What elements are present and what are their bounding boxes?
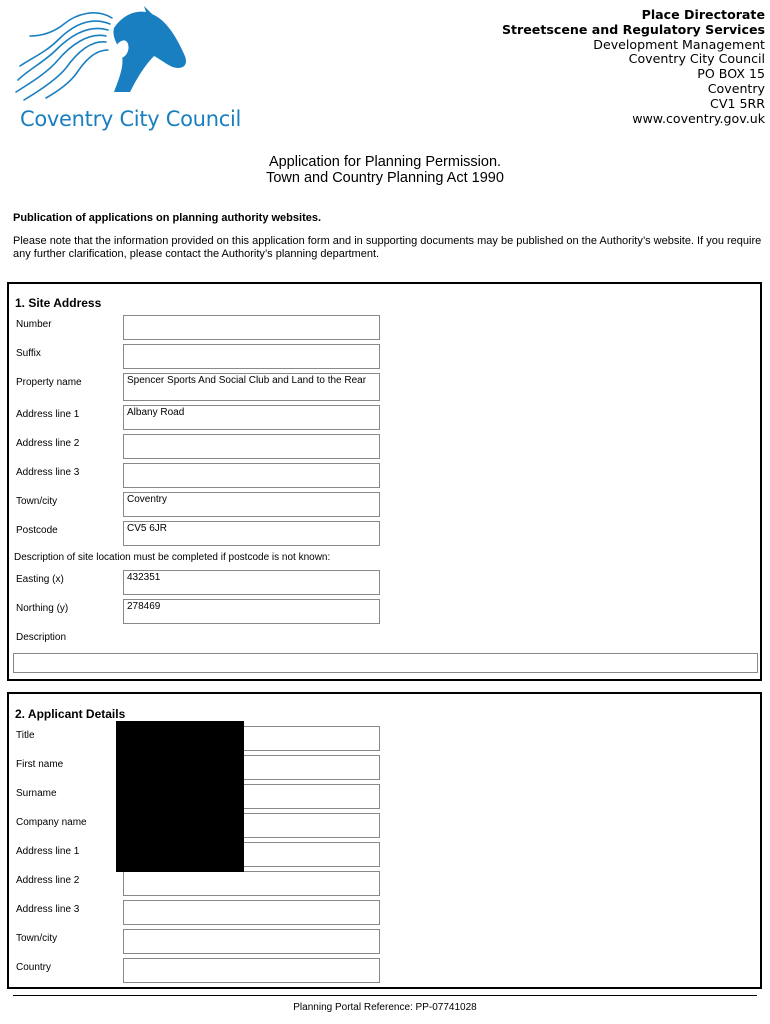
country-field[interactable] xyxy=(123,958,380,983)
field-label: Town/city xyxy=(16,933,58,944)
postcode-field[interactable]: CV5 6JR xyxy=(123,521,380,546)
easting-field[interactable]: 432351 xyxy=(123,570,380,595)
footer-divider xyxy=(13,995,757,996)
address-line: Place Directorate xyxy=(641,7,765,22)
field-label: Country xyxy=(16,962,52,973)
address-line: CV1 5RR xyxy=(710,95,765,111)
address-line-2-field[interactable] xyxy=(123,434,380,459)
address-line-3-field[interactable] xyxy=(123,463,380,488)
address-line: Development Management xyxy=(593,36,765,52)
address-line: PO BOX 15 xyxy=(697,66,765,82)
horse-head-logo-icon xyxy=(10,6,210,106)
redaction-block xyxy=(116,721,244,872)
town-city-field[interactable]: Coventry xyxy=(123,492,380,517)
publication-notice: Please note that the information provided on this application form and in supporting documents may be published on the Authority’s website. If you require any further clarification, please contact the Authority’s planning department. xyxy=(13,235,762,260)
form-title-line-1: Application for Planning Permission. xyxy=(268,154,502,170)
publication-heading: Publication of applications on planning authority websites. xyxy=(13,212,322,224)
address-line-1-field[interactable]: Albany Road xyxy=(123,405,380,430)
website-link[interactable]: www.coventry.gov.uk xyxy=(632,110,765,126)
field-label: First name xyxy=(16,759,64,770)
field-label: Address line 3 xyxy=(16,904,80,915)
field-label: Company name xyxy=(16,817,87,828)
field-label: Surname xyxy=(16,788,57,799)
field-label: Suffix xyxy=(16,348,41,359)
field-label: Address line 1 xyxy=(16,846,80,857)
field-label: Address line 3 xyxy=(16,467,80,478)
form-title-line-2: Town and Country Planning Act 1990 xyxy=(266,170,504,186)
field-label: Town/city xyxy=(16,496,58,507)
applicant-address-line-2-field[interactable] xyxy=(123,871,380,896)
field-label: Address line 2 xyxy=(16,438,80,449)
number-field[interactable] xyxy=(123,315,380,340)
form-title xyxy=(0,154,770,186)
northing-field[interactable]: 278469 xyxy=(123,599,380,624)
address-line: Coventry xyxy=(707,80,765,96)
suffix-field[interactable] xyxy=(123,344,380,369)
field-label: Title xyxy=(16,730,35,741)
field-label: Postcode xyxy=(16,525,58,536)
field-label: Number xyxy=(16,319,52,330)
council-address xyxy=(502,8,765,126)
field-label: Easting (x) xyxy=(16,574,64,585)
address-line: Streetscene and Regulatory Services xyxy=(501,21,765,37)
address-line: Coventry City Council xyxy=(628,51,765,67)
field-label: Description xyxy=(16,632,67,643)
location-note: Description of site location must be completed if postcode is not known: xyxy=(14,552,331,563)
applicant-address-line-3-field[interactable] xyxy=(123,900,380,925)
description-field[interactable] xyxy=(13,653,758,673)
section-title: 2. Applicant Details xyxy=(15,707,126,721)
field-label: Northing (y) xyxy=(16,603,69,614)
section-title: 1. Site Address xyxy=(15,296,102,310)
council-name: Coventry City Council xyxy=(20,107,242,131)
site-address-section xyxy=(7,282,762,681)
field-label: Address line 1 xyxy=(16,409,80,420)
field-label: Property name xyxy=(16,377,82,388)
planning-portal-reference: Planning Portal Reference: PP-07741028 xyxy=(293,1002,477,1013)
field-label: Address line 2 xyxy=(16,875,80,886)
property-name-field[interactable]: Spencer Sports And Social Club and Land to the Rear xyxy=(123,373,380,401)
council-logo xyxy=(10,6,240,136)
applicant-town-city-field[interactable] xyxy=(123,929,380,954)
